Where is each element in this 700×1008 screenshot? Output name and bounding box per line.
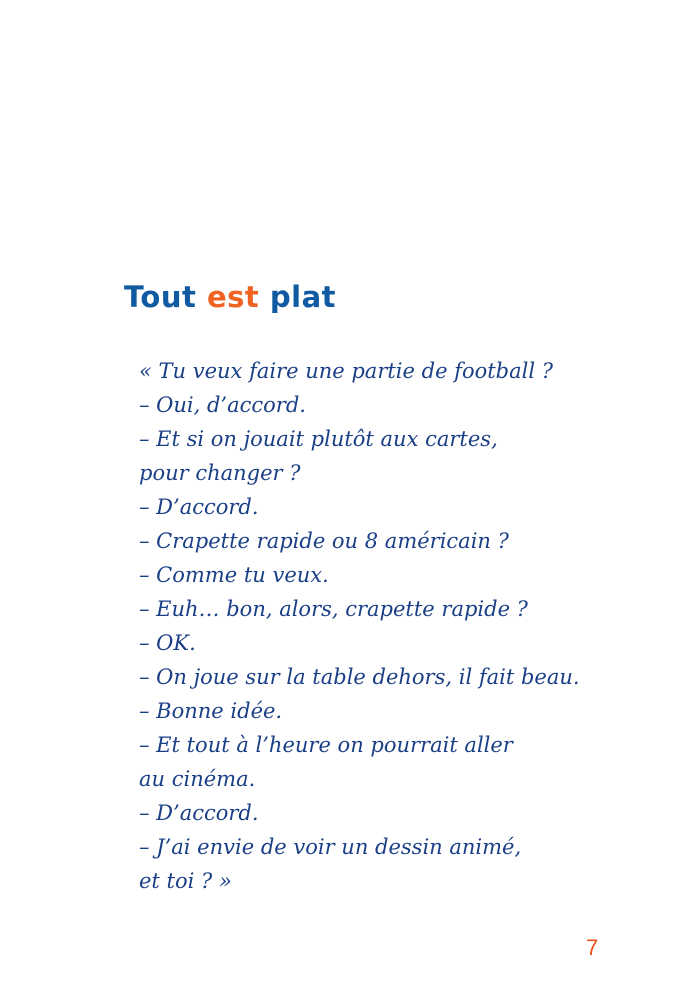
dialogue-text (139, 354, 580, 898)
dialogue-line: – On joue sur la table dehors, il fait beau. (139, 665, 580, 689)
dialogue-line: – D’accord. (139, 495, 259, 519)
dialogue-line: – Et tout à l’heure on pourrait aller (139, 733, 513, 757)
page-number: 7 (586, 935, 599, 960)
dialogue-line: pour changer ? (139, 461, 301, 485)
title-word-3: plat (269, 280, 337, 314)
dialogue-line: – Comme tu veux. (139, 563, 329, 587)
dialogue-line: – Oui, d’accord. (139, 393, 306, 417)
dialogue-line: – Bonne idée. (139, 699, 283, 723)
dialogue-line: – Crapette rapide ou 8 américain ? (139, 529, 509, 553)
title-word-2: est (206, 280, 260, 314)
dialogue-line: – J’ai envie de voir un dessin animé, (139, 835, 522, 859)
dialogue-line: – OK. (139, 631, 196, 655)
dialogue-line: et toi ? » (139, 869, 232, 893)
dialogue-line: – Et si on jouait plutôt aux cartes, (139, 427, 498, 451)
dialogue-line: – Euh… bon, alors, crapette rapide ? (139, 597, 528, 621)
dialogue-line: au cinéma. (139, 767, 256, 791)
dialogue-line: « Tu veux faire une partie de football ? (139, 359, 554, 383)
dialogue-line: – D’accord. (139, 801, 259, 825)
chapter-title (124, 280, 336, 314)
title-word-1: Tout (124, 280, 197, 314)
